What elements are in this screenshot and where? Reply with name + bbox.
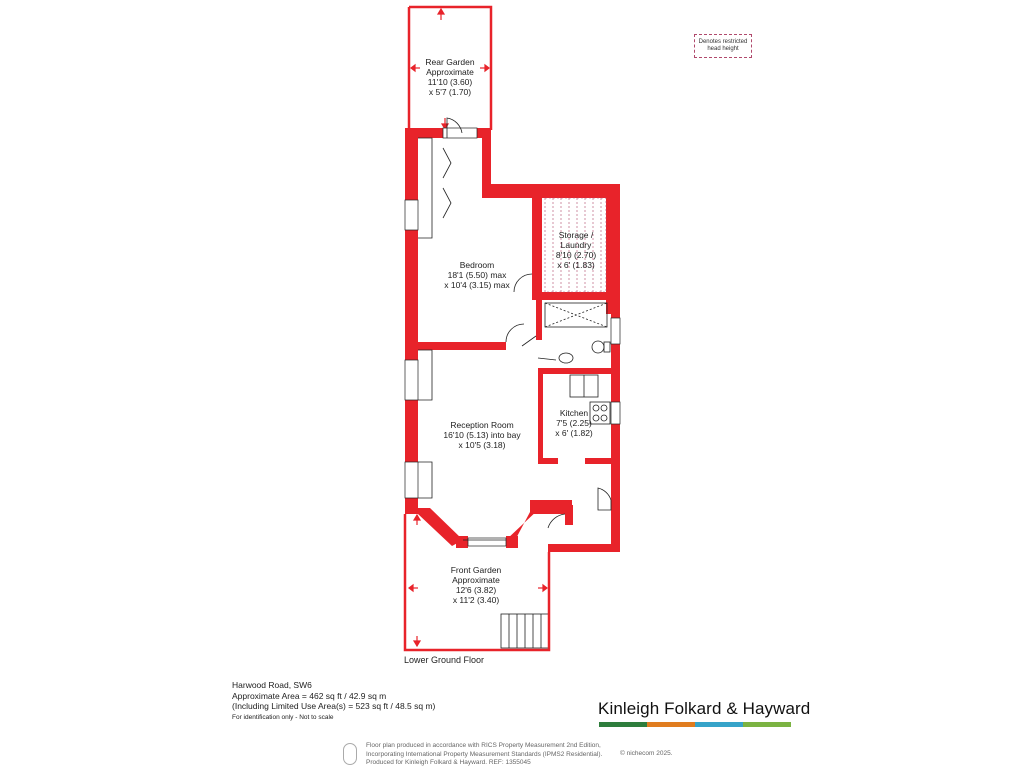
room-front-garden xyxy=(438,565,514,605)
brand-bar-segment xyxy=(743,722,791,727)
room-line: Laundry xyxy=(560,240,592,250)
property-info xyxy=(232,680,435,724)
room-line: Approximate xyxy=(426,67,474,77)
footer-notes xyxy=(366,742,602,768)
rics-badge-icon xyxy=(343,743,357,765)
walls xyxy=(405,128,620,552)
brand-logo-text: Kinleigh Folkard & Hayward xyxy=(598,699,811,718)
brand-bar-segment xyxy=(599,722,647,727)
room-rear-garden xyxy=(416,57,484,97)
room-storage xyxy=(548,230,604,270)
room-bedroom xyxy=(432,260,522,290)
room-name: Front Garden xyxy=(450,565,502,575)
property-limited-area: (Including Limited Use Area(s) = 523 sq ft / 48.5 sq m) xyxy=(232,701,436,711)
room-line: x 6' (1.83) xyxy=(557,260,595,270)
floor-label: Lower Ground Floor xyxy=(404,655,485,665)
footer-line: Incorporating International Property Measurement Standards (IPMS2 Residential). xyxy=(366,750,603,758)
room-line: 8'10 (2.70) xyxy=(555,250,597,260)
property-disclaimer: For identification only - Not to scale xyxy=(232,713,334,721)
brand-bar-segment xyxy=(695,722,743,727)
room-line: 18'1 (5.50) max xyxy=(447,270,507,280)
room-name: Bedroom xyxy=(459,260,495,270)
brand-color-bar xyxy=(599,722,791,727)
room-line: x 5'7 (1.70) xyxy=(428,87,472,97)
property-address: Harwood Road, SW6 xyxy=(232,680,312,690)
room-line: x 6' (1.82) xyxy=(555,428,593,438)
restricted-height-key: Denotes restricted head height xyxy=(694,34,752,58)
room-line: Approximate xyxy=(452,575,500,585)
room-line: 16'10 (5.13) into bay xyxy=(443,430,521,440)
room-name: Rear Garden xyxy=(425,57,475,67)
room-line: x 10'5 (3.18) xyxy=(458,440,506,450)
room-name: Storage / xyxy=(558,230,594,240)
room-line: x 11'2 (3.40) xyxy=(452,595,500,605)
footer-line: Produced for Kinleigh Folkard & Hayward. REF: 1355045 xyxy=(366,759,531,766)
footer-copyright: © nichecom 2025. xyxy=(620,750,673,757)
garden-arrows xyxy=(409,9,547,646)
room-line: 11'10 (3.60) xyxy=(427,77,473,87)
room-line: 7'5 (2.25) xyxy=(556,418,592,428)
room-reception xyxy=(432,420,532,450)
brand-bar-segment xyxy=(647,722,695,727)
footer-line: Floor plan produced in accordance with RICS Property Measurement 2nd Edition, xyxy=(366,742,601,749)
room-line: x 10'4 (3.15) max xyxy=(444,280,510,290)
room-name: Reception Room xyxy=(450,420,514,430)
room-name: Kitchen xyxy=(559,408,589,418)
property-area: Approximate Area = 462 sq ft / 42.9 sq m xyxy=(232,690,387,701)
room-line: 12'6 (3.82) xyxy=(455,585,497,595)
room-kitchen xyxy=(546,408,602,438)
